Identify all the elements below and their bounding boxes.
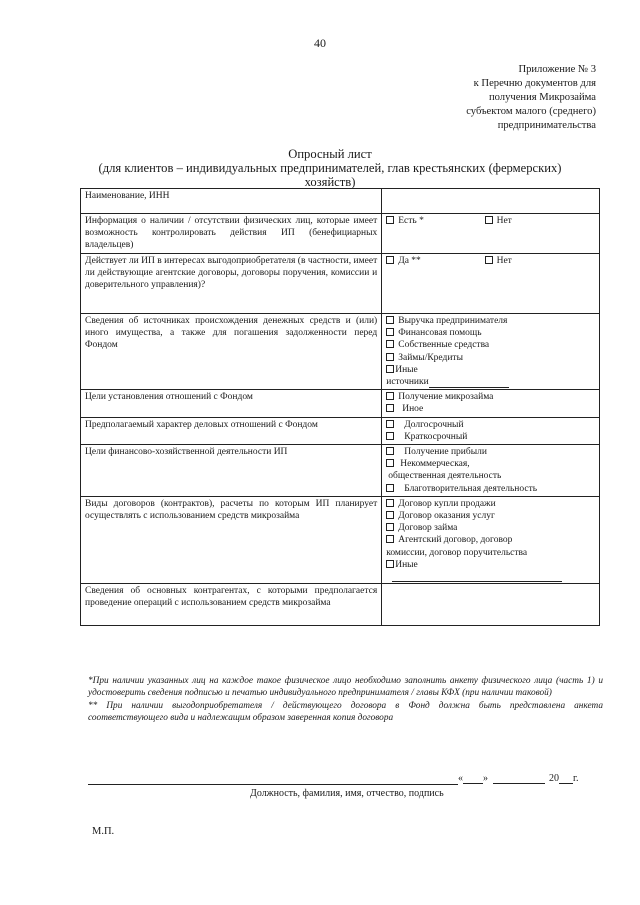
- checkbox-icon: [386, 560, 394, 568]
- table-row: [81, 445, 600, 497]
- other-contracts-field[interactable]: [392, 571, 562, 582]
- answer-relationship-nature: [382, 417, 600, 444]
- option-financial-aid[interactable]: Финансовая помощь: [386, 327, 595, 339]
- checkbox-icon: [386, 484, 394, 492]
- option-loan-contract[interactable]: Договор займа: [386, 522, 595, 534]
- table-row: [81, 314, 600, 390]
- option-sale-contract[interactable]: Договор купли продажи: [386, 498, 595, 510]
- footnote-2: ** При наличии выгодоприобретателя / действующего договора в Фонд должна быть представлена анкета соответствующего вида и надлежащим образом заверенная копия договора: [88, 700, 603, 724]
- footnotes: [88, 675, 603, 725]
- option-agency-contract[interactable]: Агентский договор, договор: [386, 534, 595, 546]
- checkbox-icon: [386, 535, 394, 543]
- checkbox-icon: [386, 404, 394, 412]
- option-revenue[interactable]: Выручка предпринимателя: [386, 315, 595, 327]
- question-name-inn: Наименование, ИНН: [81, 189, 382, 214]
- day-blank[interactable]: [463, 773, 483, 784]
- checkbox-icon: [485, 216, 493, 224]
- table-row: [81, 390, 600, 417]
- option-non-commercial-continuation: общественная деятельность: [388, 471, 502, 482]
- checkbox-icon: [386, 365, 394, 373]
- option-non-commercial[interactable]: Некоммерческая,: [386, 458, 595, 470]
- question-business-goals: Цели финансово-хозяйственной деятельности ИП: [81, 445, 382, 497]
- date-field[interactable]: [458, 773, 578, 784]
- stamp-label: М.П.: [92, 826, 115, 837]
- option-profit[interactable]: Получение прибыли: [386, 446, 595, 458]
- month-blank[interactable]: [493, 773, 545, 784]
- signature-line[interactable]: [88, 784, 458, 785]
- checkbox-icon: [386, 392, 394, 400]
- checkbox-icon: [386, 459, 394, 467]
- option-yes[interactable]: Да **: [386, 255, 482, 267]
- answer-beneficiary: [382, 254, 600, 314]
- answer-counterparties[interactable]: [382, 584, 600, 626]
- blank-line: [429, 378, 509, 388]
- checkbox-icon: [386, 328, 394, 336]
- checkbox-icon: [386, 511, 394, 519]
- answer-name-inn[interactable]: [382, 189, 600, 214]
- other-sources-field[interactable]: источники: [386, 376, 595, 388]
- option-other[interactable]: Иные: [386, 559, 595, 571]
- answer-funds-sources: [382, 314, 600, 390]
- option-services-contract[interactable]: Договор оказания услуг: [386, 510, 595, 522]
- document-title: [60, 147, 600, 189]
- question-relationship-goals: Цели установления отношений с Фондом: [81, 390, 382, 417]
- option-long-term[interactable]: Долгосрочный: [386, 419, 595, 431]
- table-row: [81, 254, 600, 314]
- checkbox-icon: [386, 256, 394, 264]
- title-main: Опросный лист: [288, 147, 372, 161]
- option-other[interactable]: Иные: [386, 364, 595, 376]
- option-own-funds[interactable]: Собственные средства: [386, 339, 595, 351]
- option-no[interactable]: Нет: [485, 215, 581, 227]
- checkbox-icon: [386, 420, 394, 428]
- appendix-line: субъектом малого (среднего): [466, 106, 596, 117]
- question-funds-sources: Сведения об источниках происхождения денежных средств и (или) иного имущества, а также для погашения задолженности перед Фондом: [81, 314, 382, 390]
- option-charity[interactable]: Благотворительная деятельность: [386, 483, 595, 495]
- option-yes[interactable]: Есть *: [386, 215, 482, 227]
- checkbox-icon: [386, 216, 394, 224]
- year-prefix: 20: [549, 773, 559, 784]
- title-subtitle-line2: хозяйств): [304, 175, 356, 189]
- option-no[interactable]: Нет: [485, 255, 581, 267]
- checkbox-icon: [386, 447, 394, 455]
- year-suffix: г.: [573, 773, 579, 784]
- answer-relationship-goals: [382, 390, 600, 417]
- checkbox-icon: [386, 340, 394, 348]
- checkbox-icon: [485, 256, 493, 264]
- option-other[interactable]: Иное: [386, 403, 595, 415]
- table-row: [81, 584, 600, 626]
- appendix-line: Приложение № 3: [518, 64, 596, 75]
- checkbox-icon: [386, 499, 394, 507]
- question-relationship-nature: Предполагаемый характер деловых отношений с Фондом: [81, 417, 382, 444]
- option-agency-contract-continuation: комиссии, договор поручительства: [386, 547, 528, 558]
- appendix-line: предпринимательства: [497, 120, 596, 131]
- close-quote: »: [483, 773, 488, 784]
- checkbox-icon: [386, 523, 394, 531]
- checkbox-icon: [386, 432, 394, 440]
- option-get-microloan[interactable]: Получение микрозайма: [386, 391, 595, 403]
- page-number: 40: [314, 36, 326, 50]
- year-blank[interactable]: [559, 773, 573, 784]
- questionnaire-table: [80, 188, 600, 626]
- option-short-term[interactable]: Краткосрочный: [386, 431, 595, 443]
- table-row: [81, 496, 600, 583]
- question-contract-types: Виды договоров (контрактов), расчеты по которым ИП планирует осуществлять с использованием средств микрозайма: [81, 496, 382, 583]
- option-loans-credits[interactable]: Займы/Кредиты: [386, 352, 595, 364]
- footnote-1: *При наличии указанных лиц на каждое такое физическое лицо необходимо заполнить анкету физического лица (часть 1) и удостоверить сведения подписью и печатью индивидуального предпринимателя / главы КФХ (при наличии таковой): [88, 676, 603, 699]
- table-row: [81, 417, 600, 444]
- appendix-line: к Перечню документов для: [473, 78, 596, 89]
- question-counterparties: Сведения об основных контрагентах, с которыми предполагается проведение операций с использованием средств микрозайма: [81, 584, 382, 626]
- answer-business-goals: [382, 445, 600, 497]
- answer-beneficial-owners: [382, 214, 600, 254]
- question-beneficial-owners: Информация о наличии / отсутствии физических лиц, которые имеет возможность контролировать действия ИП (бенефициарных владельцев): [81, 214, 382, 254]
- table-row: [81, 189, 600, 214]
- checkbox-icon: [386, 353, 394, 361]
- appendix-line: получения Микрозайма: [488, 92, 596, 103]
- signature-caption: Должность, фамилия, имя, отчество, подпись: [250, 788, 444, 799]
- appendix-header: [356, 63, 596, 133]
- title-subtitle-line1: (для клиентов – индивидуальных предпринимателей, глав крестьянских (фермерских): [98, 161, 562, 175]
- table-row: [81, 214, 600, 254]
- open-quote: «: [458, 773, 463, 784]
- checkbox-icon: [386, 316, 394, 324]
- answer-contract-types: [382, 496, 600, 583]
- question-beneficiary: Действует ли ИП в интересах выгодоприобретателя (в частности, имеет ли действующие агентские договоры, договоры поручения, комиссии и доверительного управления)?: [81, 254, 382, 314]
